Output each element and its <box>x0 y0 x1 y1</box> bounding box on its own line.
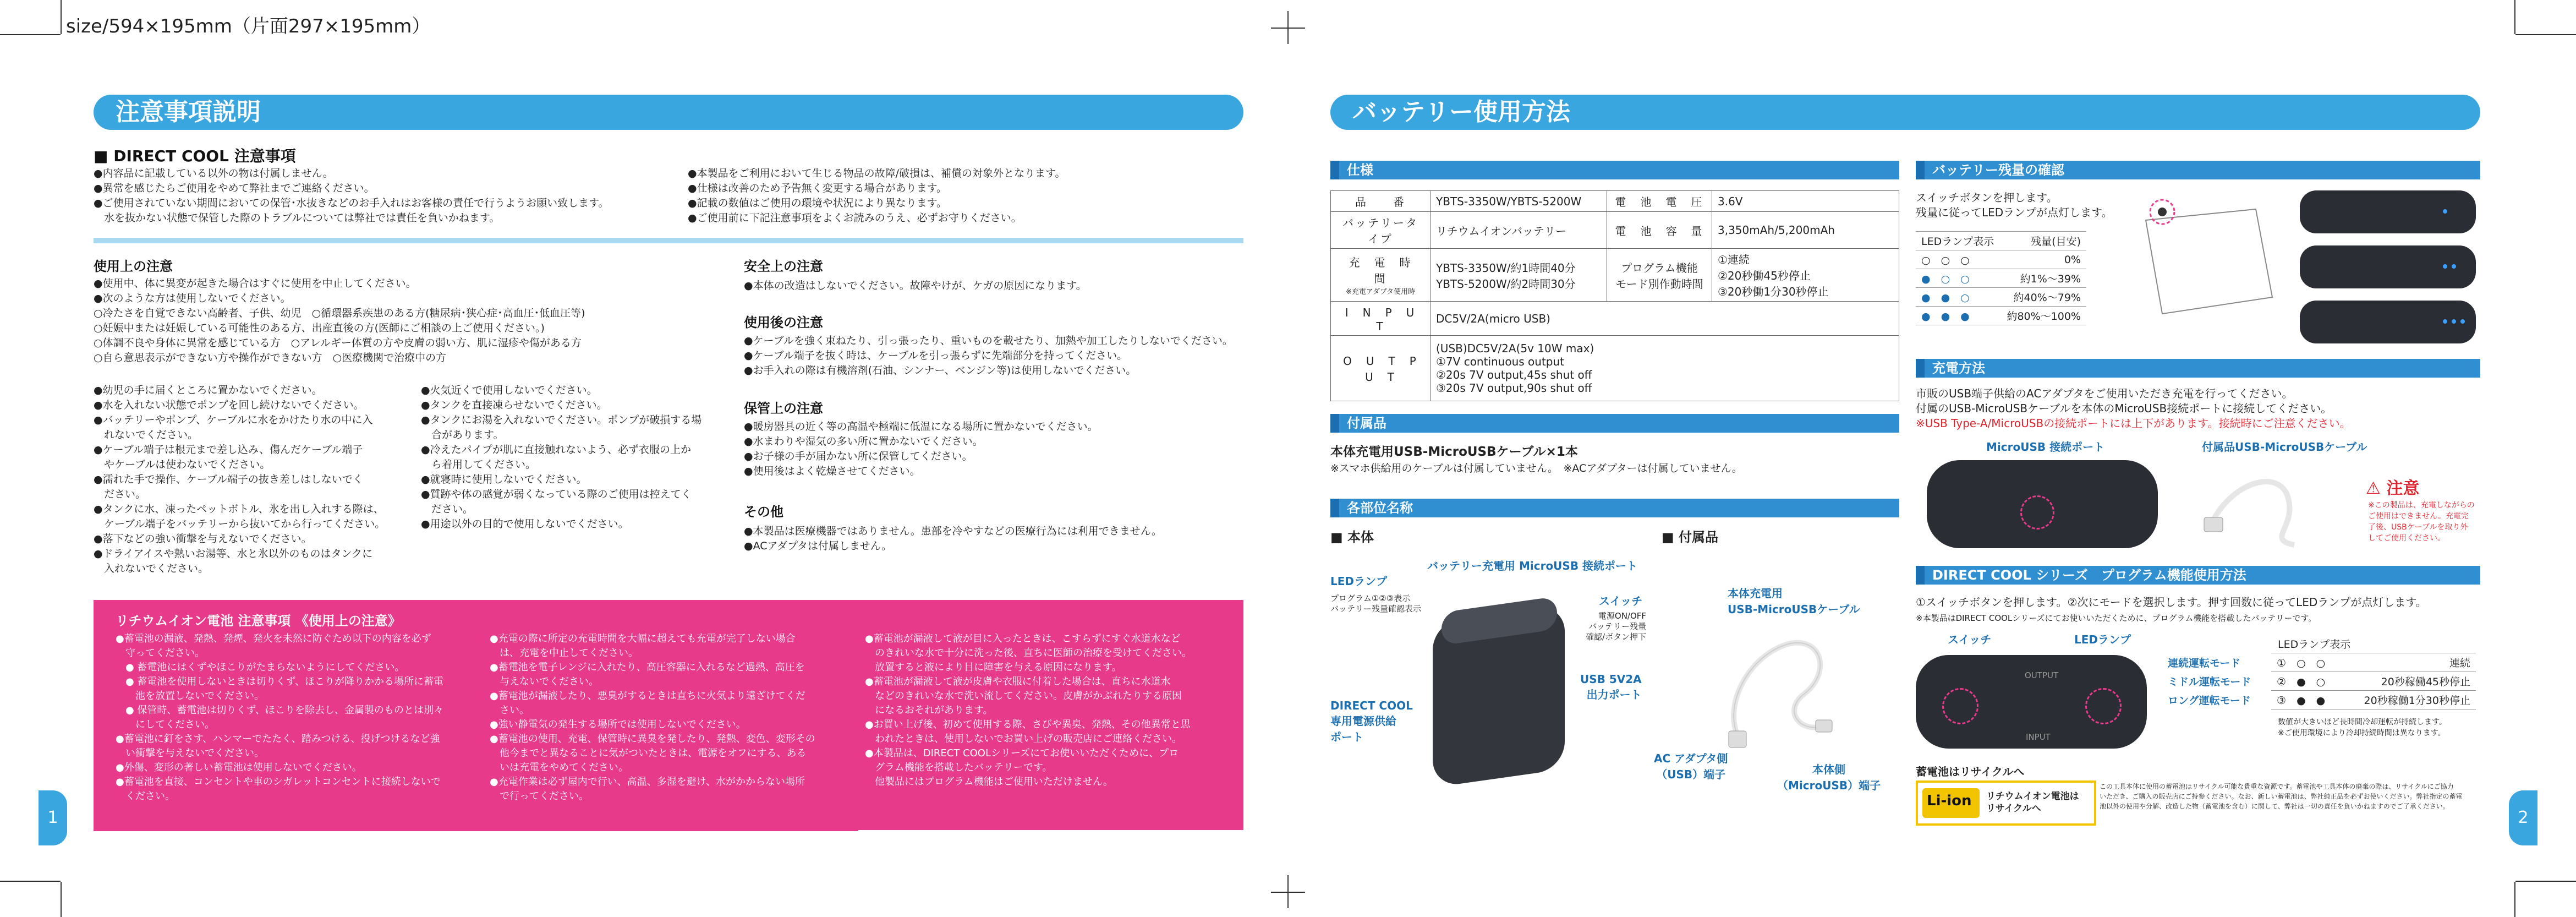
recycle-badge-text: リチウムイオン電池は リサイクルへ <box>1986 791 2079 814</box>
liion-col-2: ●充電の際に所定の充電時間を大幅に超えても充電が完了しない場合 は、充電を中止してください。 ●蓄電池を電子レンジに入れたり、高圧容器に入れるなど過熱、高圧を 与えないでください。 ●蓄電池が漏液したり、悪臭がするときは直ちに火気より遠ざけてくだ さい。 ●強い静電気の発生する場所では使用しないでください。 ●蓄電池の使用、充電、保管時に異臭を発したり、発熱、変色、変形その 他今までと異なることに気がついたときは、電源をオフにする、ある いは充電をやめてください。 ●充電作業は必ず屋内で行い、高温、多湿を避け、水がかからない場所 で行ってください。 <box>490 633 815 802</box>
other-title: その他 <box>744 504 783 520</box>
crop-mark <box>61 882 62 917</box>
label-switch-note: 電源ON/OFF バッテリー残量 確認/ボタン押下 <box>1586 611 1647 642</box>
divider <box>94 238 1243 243</box>
label-ac-end: AC アダプタ側 （USB）端子 <box>1654 752 1728 781</box>
parts-body: ■ 本体 <box>1330 530 1374 545</box>
liion-caution-box <box>94 600 858 831</box>
usb-cable-image <box>1717 622 1838 749</box>
device-input-text: INPUT <box>2026 732 2051 742</box>
after-title: 使用後の注意 <box>744 315 823 330</box>
charge-title: 充電方法 <box>1916 359 2480 378</box>
storage-title: 保管上の注意 <box>744 401 823 416</box>
crop-mark <box>1271 892 1305 893</box>
usage-title: 使用上の注意 <box>94 259 173 274</box>
crop-mark <box>2515 881 2576 882</box>
device-output-text: OUTPUT <box>2025 670 2059 680</box>
led-dot <box>2443 264 2447 269</box>
program-foot: 数値が大きいほど長時間冷却運転が持続します。 ※ご使用環境により冷却持続時間は異なります。 <box>2278 718 2447 738</box>
crop-mark <box>2515 34 2576 35</box>
program-led-highlight <box>2085 688 2122 724</box>
parts-acc: ■ 付属品 <box>1662 530 1719 545</box>
remain-device-2 <box>2300 245 2476 288</box>
charge-text: 市販のUSB端子供給のACアダプタをご使用いただき充電を行ってください。 付属のUSB-MicroUSBケーブルを本体のMicroUSB接続ポートに接続してください。 ※USB Type-A/MicroUSBの接続ポートには上下があります。接続時にご注意ください。 <box>1916 387 2351 430</box>
usage-col-a: ●幼児の手に届くところに置かないでください。 ●水を入れない状態でポンプを回し続けないでください。 ●バッテリーやポンプ、ケーブルに水をかけたり水の中に入 れないでください。 ●ケーブル端子は根元まで差し込み、傷んだケーブル端子 やケーブルは使わないでください。 ●濡れた手で操作、ケーブル端子の抜き差しはしないでく ださい。 ●タンクに水、凍ったペットボトル、氷を出し入れする際は、 ケーブル端子をバッテリーから抜いてから行ってください。 ●落下などの強い衝撃を与えないでください。 ●ドライアイスや熱いお湯等、水と氷以外のものはタンクに 入れないでください。 <box>94 384 386 575</box>
size-label: size/594×195mm（片面297×195mm） <box>66 15 431 37</box>
liion-col-3-text: ●蓄電池が漏液して液が目に入ったときは、こすらずにすぐ水道水など のきれいな水で十分に洗った後、直ちに医師の治療を受けてください。 放置すると液により目に障害を与える原因になります。 ●蓄電池が漏液して液が皮膚や衣服に付着した場合は、直ちに水道水 などのきれいな水で洗い流してください。皮膚がかぶれたりする原因 になるおそれがあります。 ●お買い上げ後、初めて使用する際、さびや異臭、発熱、その他異常と思 われたときは、使用しないでお買い上げの販売店にご連絡ください。 ●本製品は、DIRECT COOLシリーズにてお使いいただくために、プロ グラム機能を搭載したバッテリーです。 他製品にはプログラム機能はご使用いただけません。 <box>865 633 1192 788</box>
usage-lines: ●使用中、体に異変が起きた場合はすぐに使用を中止してください。 ●次のような方は使用しないでください。 ○冷たさを自覚できない高齢者、子供、幼児 ○循環器系疾患のある方(糖尿病･狭心症･高血圧･低血圧等) ○妊娠中または妊娠している可能性のある方、出産直後の方(医師にご相談の上ご使用ください。) ○体調不良や身体に異常を感じている方 ○アレルギー体質の方や皮膚の弱い方、肌に湿疹や傷がある方 ○自ら意思表示ができない方や操作ができない方 ○医療機関で治療中の方 <box>94 277 585 364</box>
safety-title: 安全上の注意 <box>744 259 823 274</box>
recycle-title: 蓄電池はリサイクルへ <box>1916 765 2025 778</box>
remain-device-1 <box>2300 190 2476 233</box>
intro-right: ●本製品をご利用において生じる物品の故障/破損は、補償の対象外となります。 ●仕様は改善のため予告無く変更する場合があります。 ●記載の数値はご使用の環境や状況により異なります。 ●ご使用前に下記注意事項をよくお読みのうえ、必ずお守りください。 <box>688 167 1066 224</box>
storage-lines: ●暖房器具の近く等の高温や極端に低温になる場所に置かないでください。 ●水まわりや湿気の多い所に置かないでください。 ●お子様の手が届かない所に保管してください。 ●使用後はよく乾燥させてください。 <box>744 421 1098 477</box>
led-dot <box>2443 319 2447 324</box>
label-usb-out: USB 5V2A 出力ポート <box>1580 673 1642 701</box>
direct-cool-title: ■ DIRECT COOL 注意事項 <box>94 147 296 165</box>
recycle-badge <box>1916 780 2096 826</box>
crop-mark <box>61 0 62 34</box>
remain-text: スイッチボタンを押します。 残量に従ってLEDランプが点灯します。 <box>1916 191 2113 219</box>
label-led-note: プログラム①②③表示 バッテリー残量確認表示 <box>1330 593 1422 614</box>
led-dot <box>2452 319 2456 324</box>
label-prog-switch: スイッチ <box>1948 633 1992 646</box>
caution-label: ⚠ 注意 <box>2366 479 2420 498</box>
battery-outline-illustration <box>2129 187 2283 330</box>
label-microusb-port: MicroUSB 接続ポート <box>1986 440 2105 454</box>
left-page-header: 注意事項説明 <box>94 95 1243 130</box>
program-note: ※本製品はDIRECT COOLシリーズにてお使いいただくために、プログラム機能を搭載したバッテリーです。 <box>1916 613 2317 623</box>
acc-note: ※スマホ供給用のケーブルは付属していません。 ※ACアダプターは付属していません。 <box>1330 462 1742 474</box>
remain-title: バッテリー残量の確認 <box>1916 161 2480 179</box>
program-text: ①スイッチボタンを押します。②次にモードを選択します。押す回数に従ってLEDランプが点灯します。 <box>1916 596 2427 609</box>
parts-title: 各部位名称 <box>1330 499 1899 517</box>
program-table-head: LEDランプ表示 <box>2278 638 2351 651</box>
after-lines: ●ケーブルを強く束ねたり、引っ張ったり、重いものを載せたり、加熱や加工したりしないでください。 ●ケーブル端子を抜く時は、ケーブルを引っ張らずに先端部分を持ってください。 ●お手入れの際は有機溶剤(石油、シンナー、ベンジン等)は使用しないでください。 <box>744 335 1233 376</box>
safety-lines: ●本体の改造はしないでください。故障やけが、ケガの原因になります。 <box>744 280 1087 292</box>
crop-mark <box>0 881 61 882</box>
led-dot <box>2452 264 2456 269</box>
label-cable-accessory: 付属品USB-MicroUSBケーブル <box>2202 440 2367 454</box>
liion-box-top-extend <box>858 600 1243 632</box>
page-number-right: 2 <box>2509 790 2537 845</box>
program-switch-highlight <box>1942 688 1978 724</box>
usage-col-b: ●火気近くで使用しないでください。 ●タンクを直接凍らせないでください。 ●タンクにお湯を入れないでください。ポンプが破損する場 合があります。 ●冷えたパイプが肌に直接触れないよう、必ず衣服の上か ら着用してください。 ●就寝時に使用しないでください。 ●質跡や体の感覚が弱くなっている際のご使用は控えてく ださい。 ●用途以外の目的で使用しないでください。 <box>421 384 702 530</box>
acc-title: 付属品 <box>1330 414 1899 433</box>
led-dot <box>2443 209 2447 214</box>
label-prog-led: LEDランプ <box>2074 633 2131 646</box>
recycle-text: この工具本体に使用の蓄電池はリサイクル可能な貴重な資源です。蓄電池や工具本体の廃棄の際は、リサイクルにご協力 いただき、ご購入の販売店にご持参ください。なお、新しい蓄電池は、弊社純正品を必ずお使いください。弊社指定の蓄電 池以外の使用や分解、改造した物（蓄電池を含む）に関して、弊社は一切の責任を負いかねますのでご了承ください。 <box>2100 783 2463 810</box>
led-dot <box>2460 319 2465 324</box>
label-led: LEDランプ <box>1330 575 1388 588</box>
right-page-header: バッテリー使用方法 <box>1330 95 2480 130</box>
other-lines: ●本製品は医療機器ではありません。患部を冷やすなどの医療行為には利用できません。 ●ACアダプタは付属しません。 <box>744 525 1162 552</box>
crop-mark <box>2514 0 2515 34</box>
caution-text: ※この製品は、充電しながらの ご使用はできません。充電完 了後、USBケーブルを取り外 してご使用ください。 <box>2368 501 2475 543</box>
liion-title: リチウムイオン電池 注意事項 《使用上の注意》 <box>116 613 401 629</box>
crop-mark <box>1271 28 1305 29</box>
program-title: DIRECT COOL シリーズ プログラム機能使用方法 <box>1916 566 2480 585</box>
li-ion-mark: Li-ion <box>1927 793 1972 809</box>
remain-table: LEDランプ表示 残量(目安) ○ ○ ○ 0% ● ○ ○ 約1%〜39% ● ● ○ 約40%〜79% ● ● ● 約80%〜100% <box>1916 231 2086 325</box>
charge-cable-image <box>2201 457 2311 550</box>
intro-left: ●内容品に記載している以外の物は付属しません。 ●異常を感じたらご使用をやめて弊社までご連絡ください。 ●ご使用されていない期間においての保管･水抜きなどのお手入れはお客様の責任で行うようお願い致します。 水を抜かない状態で保管した際のトラブルについては弊社では責任を負いかねます。 <box>94 167 609 224</box>
liion-col-1: ●蓄電池の漏液、発熱、発煙、発火を未然に防ぐため以下の内容を必ず 守ってください。 ● 蓄電池にはくずやほこりがたまらないようにしてください。 ● 蓄電池を使用しないときは切りくず、ほこりが降りかかる場所に蓄電 池を放置しないでください。 ● 保管時、蓄電池は切りくず、ほこりを除去し、金属製のものとは別々 にしてください。 ●蓄電池に釘をさす、ハンマーでたたく、踏みつける、投げつけるなど強 い衝撃を与えないでください。 ●外傷、変形の著しい蓄電池は使用しないでください。 ●蓄電池を直接、コンセントや車のシガレットコンセントに接続しないで ください。 <box>116 633 443 802</box>
charge-port-highlight <box>2020 495 2054 530</box>
crop-mark <box>0 34 61 35</box>
program-table: 連続運転モード ① ○ ○ 連続 ミドル運転モード ② ● ○ 20秒稼働45秒停止 ロング運転モード ③ ● ● 20秒稼働1分30秒停止 <box>2162 653 2476 709</box>
label-charge-port: バッテリー充電用 MicroUSB 接続ポート <box>1427 559 1638 572</box>
remain-device-3 <box>2300 301 2476 343</box>
spec-title: 仕様 <box>1330 161 1899 179</box>
acc-main: 本体充電用USB-MicroUSBケーブル×1本 <box>1330 445 1578 459</box>
label-dc-port: DIRECT COOL 専用電源供給 ポート <box>1330 699 1413 744</box>
label-switch: スイッチ <box>1599 594 1643 608</box>
page-number-left: 1 <box>39 790 67 845</box>
label-cable: 本体充電用 USB-MicroUSBケーブル <box>1728 587 1860 616</box>
label-body-end: 本体側 （MicroUSB）端子 <box>1777 763 1881 792</box>
spec-table: 品 番 YBTS-3350W/YBTS-5200W 電 池 電 圧 3.6V バッテリータイプ リチウムイオンバッテリー 電 池 容 量 3,350mAh/5,200mAh 充 電 時 間 ※充電アダプタ使用時 YBTS-3350W/約1時間40分 YBTS-5200W/約2時間30分 プログラム機能 モード別作動時間 ①連続 ②20秒働45秒停止 ③20秒働1分30秒停止 I N P U T DC5V/2A(micro USB) O U T P U T (USB)DC5V/2A(5v 10W max) ①7V continuous output ②20s 7V output,45s shut off ③20s 7V output,90s shut off <box>1330 190 1899 401</box>
crop-mark <box>2514 882 2515 917</box>
